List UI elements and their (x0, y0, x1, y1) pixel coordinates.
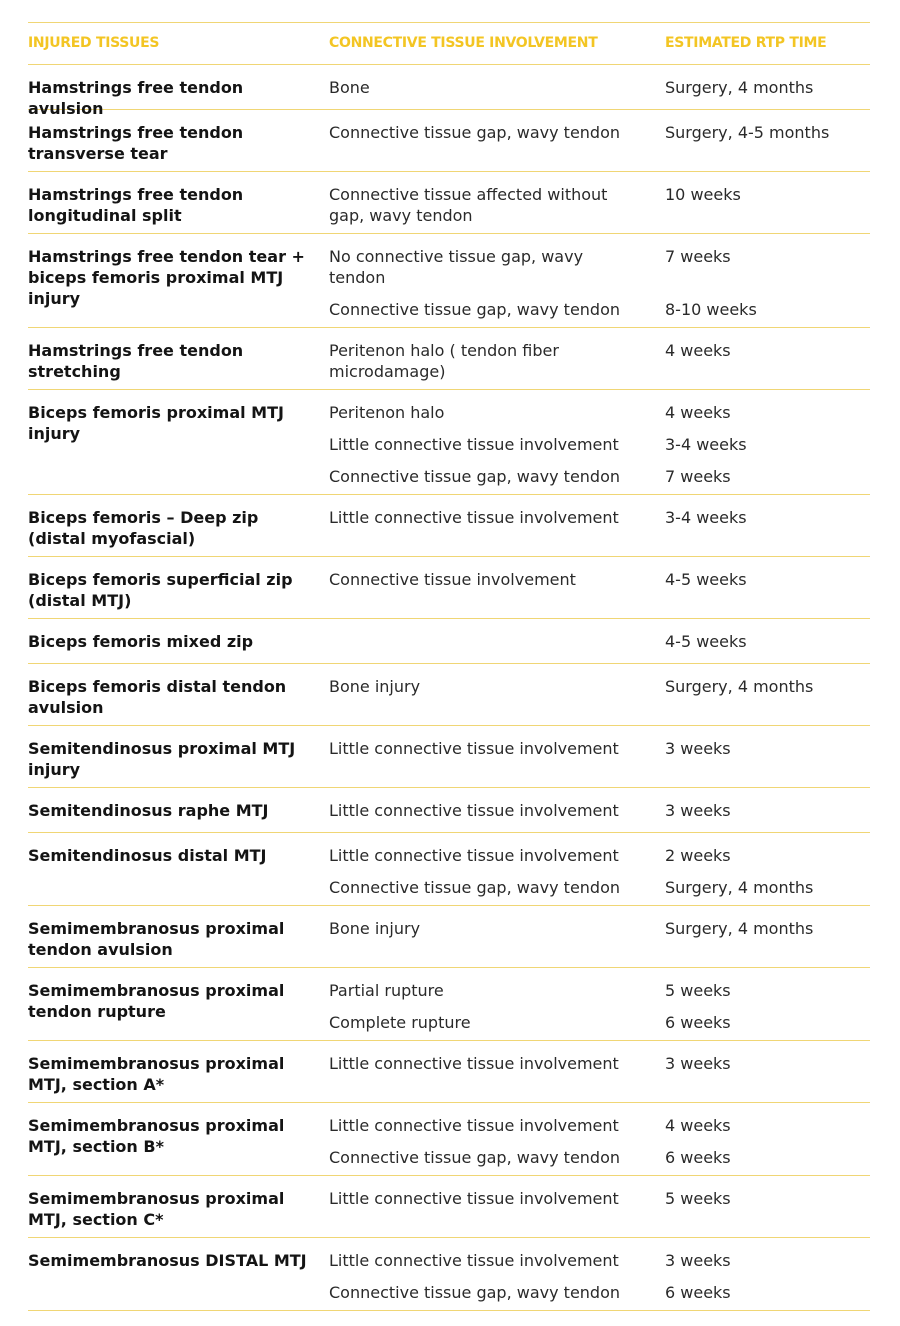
injured-tissue-cell: Semimembranosus proximal MTJ, section C* (28, 1189, 285, 1229)
table-header (28, 22, 870, 65)
injured-tissue-cell: Semimembranosus proximal tendon avulsion (28, 919, 285, 959)
injured-tissue-cell: Hamstrings free tendon longitudinal split (28, 185, 244, 225)
injured-tissue-cell: Hamstrings free tendon avulsion (28, 78, 244, 118)
estimated-rtp-time-cell: 3-4 weeks (665, 508, 747, 527)
table-row (28, 1176, 870, 1238)
table-row (28, 172, 870, 234)
injured-tissue-cell: Biceps femoris mixed zip (28, 632, 254, 651)
table-row (28, 664, 870, 726)
injured-tissue-cell: Semitendinosus distal MTJ (28, 846, 267, 865)
connective-tissue-involvement-cell: Connective tissue affected without gap, wavy tendon (329, 185, 608, 225)
estimated-rtp-time-cell: 3 weeks (665, 1054, 731, 1073)
estimated-rtp-time-cell: 4-5 weeks (665, 570, 747, 589)
connective-tissue-involvement-cell: Complete rupture (329, 1013, 471, 1032)
estimated-rtp-time-cell: 4-5 weeks (665, 632, 747, 651)
connective-tissue-involvement-cell: Connective tissue involvement (329, 570, 576, 589)
estimated-rtp-time-cell: 7 weeks (665, 247, 731, 266)
estimated-rtp-time-cell: 3-4 weeks (665, 435, 747, 454)
estimated-rtp-time-cell: 4 weeks (665, 1116, 731, 1135)
estimated-rtp-time-cell: 6 weeks (665, 1013, 731, 1032)
estimated-rtp-time-cell: Surgery, 4 months (665, 919, 814, 938)
table-row (28, 495, 870, 557)
connective-tissue-involvement-cell: Bone injury (329, 919, 421, 938)
estimated-rtp-time-cell: Surgery, 4 months (665, 78, 814, 97)
estimated-rtp-time-cell: 6 weeks (665, 1283, 731, 1302)
header-estimated-rtp-time: ESTIMATED RTP TIME (665, 35, 827, 51)
table-row (28, 557, 870, 619)
connective-tissue-involvement-cell: Connective tissue gap, wavy tendon (329, 300, 621, 319)
injured-tissue-cell: Biceps femoris – Deep zip (distal myofascial) (28, 508, 259, 548)
estimated-rtp-time-cell: 3 weeks (665, 1251, 731, 1270)
connective-tissue-involvement-cell: Peritenon halo ( tendon fiber microdamage) (329, 341, 559, 381)
injured-tissue-cell: Semitendinosus raphe MTJ (28, 801, 269, 820)
injured-tissue-cell: Hamstrings free tendon tear + biceps femoris proximal MTJ injury (28, 247, 305, 308)
connective-tissue-involvement-cell: Connective tissue gap, wavy tendon (329, 1148, 621, 1167)
estimated-rtp-time-cell: 7 weeks (665, 467, 731, 486)
estimated-rtp-time-cell: 8-10 weeks (665, 300, 757, 319)
estimated-rtp-time-cell: 6 weeks (665, 1148, 731, 1167)
table-row (28, 619, 870, 664)
table-row (28, 968, 870, 1041)
connective-tissue-involvement-cell: Little connective tissue involvement (329, 739, 619, 758)
table-row (28, 906, 870, 968)
injured-tissue-cell: Semimembranosus DISTAL MTJ (28, 1251, 307, 1270)
table-row (28, 833, 870, 906)
connective-tissue-involvement-cell: Little connective tissue involvement (329, 435, 619, 454)
connective-tissue-involvement-cell: Connective tissue gap, wavy tendon (329, 878, 621, 897)
estimated-rtp-time-cell: 5 weeks (665, 981, 731, 1000)
connective-tissue-involvement-cell: Little connective tissue involvement (329, 508, 619, 527)
estimated-rtp-time-cell: Surgery, 4 months (665, 677, 814, 696)
connective-tissue-involvement-cell: Bone (329, 78, 370, 97)
injured-tissue-cell: Hamstrings free tendon stretching (28, 341, 244, 381)
rtp-table (28, 22, 870, 1311)
connective-tissue-involvement-cell: Little connective tissue involvement (329, 1054, 619, 1073)
table-row (28, 110, 870, 172)
connective-tissue-involvement-cell: Partial rupture (329, 981, 444, 1000)
estimated-rtp-time-cell: 3 weeks (665, 801, 731, 820)
injured-tissue-cell: Biceps femoris distal tendon avulsion (28, 677, 287, 717)
injured-tissue-cell: Biceps femoris superficial zip (distal MTJ) (28, 570, 293, 610)
table-row (28, 234, 870, 328)
connective-tissue-involvement-cell: Peritenon halo (329, 403, 445, 422)
table-row (28, 328, 870, 390)
table-row (28, 788, 870, 833)
table-row (28, 1103, 870, 1176)
connective-tissue-involvement-cell: Little connective tissue involvement (329, 1116, 619, 1135)
connective-tissue-involvement-cell: Little connective tissue involvement (329, 1251, 619, 1270)
estimated-rtp-time-cell: 4 weeks (665, 403, 731, 422)
injured-tissue-cell: Semimembranosus proximal MTJ, section A* (28, 1054, 285, 1094)
estimated-rtp-time-cell: Surgery, 4 months (665, 878, 814, 897)
connective-tissue-involvement-cell: Connective tissue gap, wavy tendon (329, 1283, 621, 1302)
table-row (28, 726, 870, 788)
estimated-rtp-time-cell: 5 weeks (665, 1189, 731, 1208)
table-row (28, 390, 870, 495)
connective-tissue-involvement-cell: Little connective tissue involvement (329, 1189, 619, 1208)
connective-tissue-involvement-cell: Little connective tissue involvement (329, 801, 619, 820)
estimated-rtp-time-cell: 2 weeks (665, 846, 731, 865)
injured-tissue-cell: Semitendinosus proximal MTJ injury (28, 739, 296, 779)
connective-tissue-involvement-cell: Little connective tissue involvement (329, 846, 619, 865)
header-injured-tissues: INJURED TISSUES (28, 35, 160, 51)
connective-tissue-involvement-cell: Bone injury (329, 677, 421, 696)
injured-tissue-cell: Hamstrings free tendon transverse tear (28, 123, 244, 163)
estimated-rtp-time-cell: 10 weeks (665, 185, 741, 204)
injured-tissue-cell: Semimembranosus proximal MTJ, section B* (28, 1116, 285, 1156)
table-row (28, 1238, 870, 1311)
table-body (28, 65, 870, 1311)
injured-tissue-cell: Semimembranosus proximal tendon rupture (28, 981, 285, 1021)
connective-tissue-involvement-cell: Connective tissue gap, wavy tendon (329, 467, 621, 486)
header-connective-tissue-involvement: CONNECTIVE TISSUE INVOLVEMENT (329, 35, 598, 51)
injured-tissue-cell: Biceps femoris proximal MTJ injury (28, 403, 284, 443)
estimated-rtp-time-cell: Surgery, 4-5 months (665, 123, 830, 142)
connective-tissue-involvement-cell: No connective tissue gap, wavy tendon (329, 247, 584, 287)
estimated-rtp-time-cell: 4 weeks (665, 341, 731, 360)
table-row (28, 1041, 870, 1103)
estimated-rtp-time-cell: 3 weeks (665, 739, 731, 758)
table-row (28, 65, 870, 118)
connective-tissue-involvement-cell: Connective tissue gap, wavy tendon (329, 123, 621, 142)
